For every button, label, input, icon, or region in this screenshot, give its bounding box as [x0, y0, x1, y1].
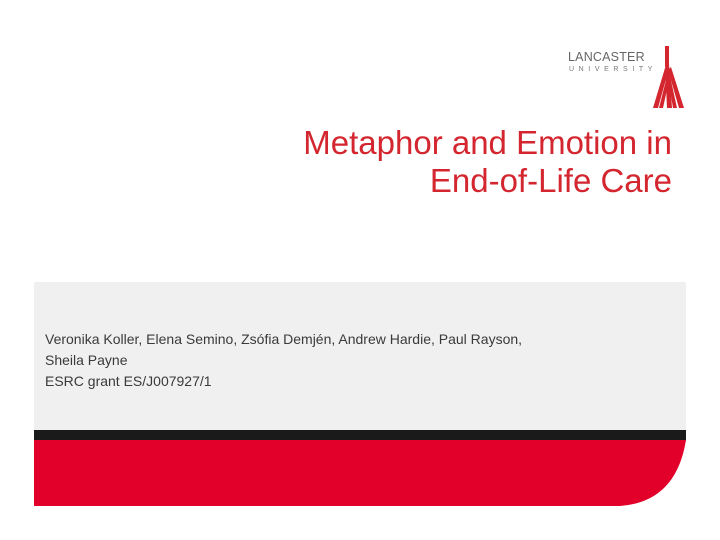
dark-band: [34, 430, 686, 440]
title-line-1: Metaphor and Emotion in: [303, 124, 672, 161]
author-line-1: Veronika Koller, Elena Semino, Zsófia Demjén, Andrew Hardie, Paul Rayson,: [45, 331, 523, 347]
logo-subtitle: UNIVERSITY: [569, 66, 658, 73]
grant-line: ESRC grant ES/J007927/1: [45, 373, 212, 389]
red-band: [34, 440, 686, 506]
logo-wordmark: LANCASTER: [568, 50, 645, 64]
title-line-2: End-of-Life Care: [429, 162, 672, 199]
author-line-2: Sheila Payne: [45, 352, 128, 368]
